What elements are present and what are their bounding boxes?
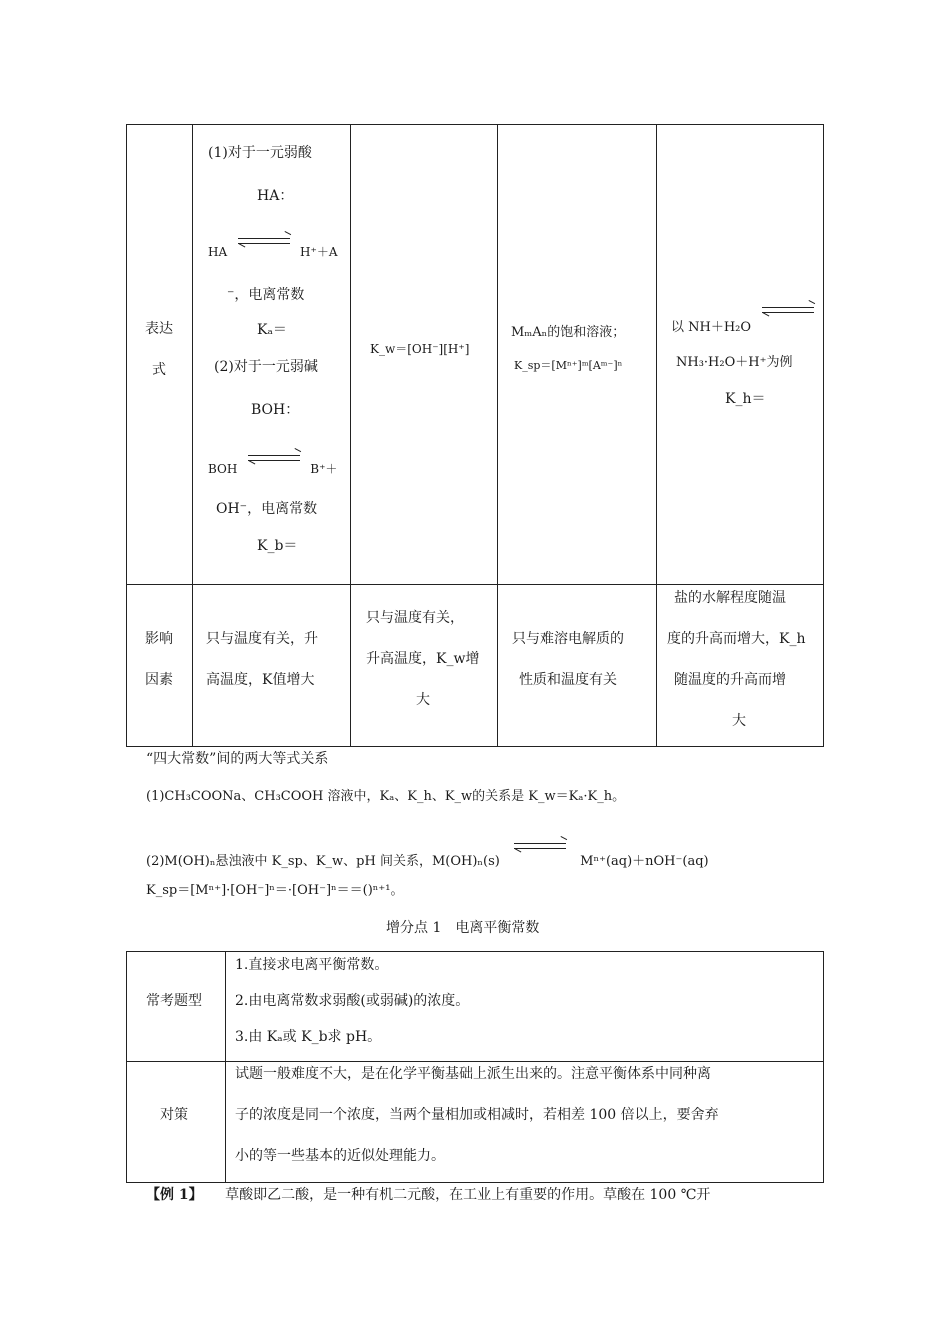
base-eq-right: B⁺＋ [310,462,338,476]
row-header-expression-2: 式 [152,362,166,378]
kb-expression: K_b＝ [257,538,298,554]
question-type-1: 1.直接求电离平衡常数。 [235,957,389,973]
strategy-text-2: 子的浓度是同一个浓度，当两个量相加或相减时，若相差 100 倍以上，要舍弃 [235,1107,719,1123]
equilibrium-arrow-icon [762,305,814,317]
relations-line-2-right: Mⁿ⁺(aq)＋nOH⁻(aq) [580,854,709,869]
factor-hydrolysis-4: 大 [732,713,746,729]
factor-hydrolysis-2: 度的升高而增大，K_h [667,631,806,647]
equilibrium-arrow-icon [238,236,290,248]
relations-line-1: (1)CH₃COONa、CH₃COOH 溶液中，Kₐ、K_h、K_w的关系是 K_w＝Kₐ·K_h。 [146,789,626,804]
base-equation [208,453,337,476]
factor-water-1: 只与温度有关， [366,610,464,626]
relations-line-2-left: (2)M(OH)ₙ悬浊液中 K_sp、K_w、pH 间关系，M(OH)ₙ(s) [146,854,500,869]
base-name: BOH： [251,402,300,418]
factor-ksp-2: 性质和温度有关 [519,672,617,688]
kw-expression: K_w＝[OH⁻][H⁺] [370,342,470,356]
strategy-text-1: 试题一般难度不大，是在化学平衡基础上派生出来的。注意平衡体系中同种离 [235,1066,711,1082]
question-types-header: 常考题型 [146,993,202,1009]
acid-equation [208,236,338,259]
base-intro: (2)对于一元弱碱 [214,359,318,375]
factor-hydrolysis-3: 随温度的升高而增 [674,672,786,688]
example-label: 【例 1】 [146,1187,203,1203]
acid-intro: (1)对于一元弱酸 [208,145,312,161]
ksp-intro: MₘAₙ的饱和溶液； [511,325,626,340]
hydrolysis-line2: NH₃·H₂O＋H⁺为例 [676,355,793,370]
factor-water-3: 大 [416,692,430,708]
factor-hydrolysis-1: 盐的水解程度随温 [674,590,786,606]
acid-name: HA： [257,188,294,204]
base-eq-continued: OH⁻，电离常数 [216,501,318,517]
acid-eq-left: HA [208,245,228,259]
factor-acid-base-1: 只与温度有关，升 [206,631,318,647]
ka-expression: Kₐ＝ [257,322,287,338]
factor-water-2: 升高温度，K_w增 [366,651,480,667]
ksp-expression: K_sp＝[Mⁿ⁺]ᵐ[Aᵐ⁻]ⁿ [514,359,623,372]
base-eq-left: BOH [208,462,238,476]
section-title: 增分点 1 电离平衡常数 [386,920,540,936]
question-type-3: 3.由 Kₐ或 K_b求 pH。 [235,1029,382,1045]
relations-line-2 [146,841,709,868]
factor-acid-base-2: 高温度，K值增大 [206,672,315,688]
relations-line-3: K_sp＝[Mⁿ⁺]·[OH⁻]ⁿ＝·[OH⁻]ⁿ＝＝()ⁿ⁺¹。 [146,883,404,898]
example-line [146,1188,710,1202]
example-text: 草酸即乙二酸，是一种有机二元酸，在工业上有重要的作用。草酸在 100 ℃开 [225,1187,711,1203]
kh-expression: K_h＝ [725,391,766,407]
hydrolysis-line1-text: 以 NH＋H₂O [671,320,752,335]
factor-ksp-1: 只与难溶电解质的 [512,631,624,647]
row-header-expression-1: 表达 [145,321,173,337]
hydrolysis-line1 [671,305,820,334]
strategy-header: 对策 [160,1107,188,1123]
equilibrium-arrow-icon [514,841,566,853]
equilibrium-arrow-icon [248,453,300,465]
strategy-text-3: 小的等一些基本的近似处理能力。 [235,1148,445,1164]
relations-heading: “四大常数”间的两大等式关系 [146,751,329,767]
row-header-factors-2: 因素 [145,672,173,688]
question-type-2: 2.由电离常数求弱酸(或弱碱)的浓度。 [235,993,470,1009]
row-header-factors-1: 影响 [145,631,173,647]
acid-eq-continued: ⁻，电离常数 [227,287,305,303]
acid-eq-right: H⁺＋A [300,245,338,259]
